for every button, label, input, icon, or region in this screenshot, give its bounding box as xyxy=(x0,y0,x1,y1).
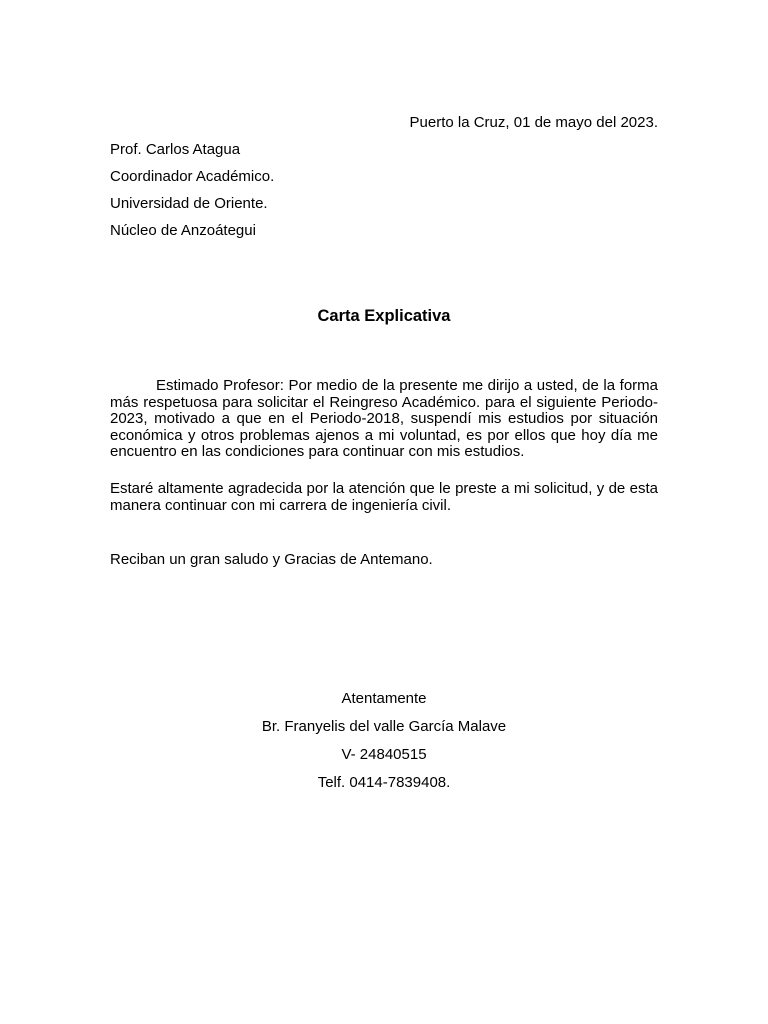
recipient-block xyxy=(110,141,658,249)
body-paragraph-greeting: Reciban un gran saludo y Gracias de Antemano. xyxy=(110,551,433,568)
signature-name: Br. Franyelis del valle García Malave xyxy=(261,718,507,735)
recipient-institution: Universidad de Oriente. xyxy=(110,195,268,212)
recipient-campus: Núcleo de Anzoátegui xyxy=(110,222,256,239)
date-line: Puerto la Cruz, 01 de mayo del 2023. xyxy=(409,114,658,131)
body-paragraph-gratitude: Estaré altamente agradecida por la atención que le preste a mi solicitud, y de esta manera continuar con mi carrera de ingeniería civil. xyxy=(110,480,658,514)
signature-phone: Telf. 0414-7839408. xyxy=(317,774,451,791)
signature-id-number: V- 24840515 xyxy=(341,746,427,763)
body-paragraph-request: Estimado Profesor: Por medio de la presente me dirijo a usted, de la forma más respetuosa para solicitar el Reingreso Académico. para el siguiente Periodo-2023, motivado a que en el Periodo-2018, suspendí mis estudios por situación económica y otros problemas ajenos a mi voluntad, es por ellos que hoy día me encuentro en las condiciones para continuar con mis estudios. xyxy=(110,377,658,460)
recipient-position: Coordinador Académico. xyxy=(110,168,275,185)
recipient-name: Prof. Carlos Atagua xyxy=(110,141,241,158)
signature-closing: Atentamente xyxy=(341,690,427,707)
signature-block xyxy=(110,690,658,802)
letter-title: Carta Explicativa xyxy=(317,307,451,325)
